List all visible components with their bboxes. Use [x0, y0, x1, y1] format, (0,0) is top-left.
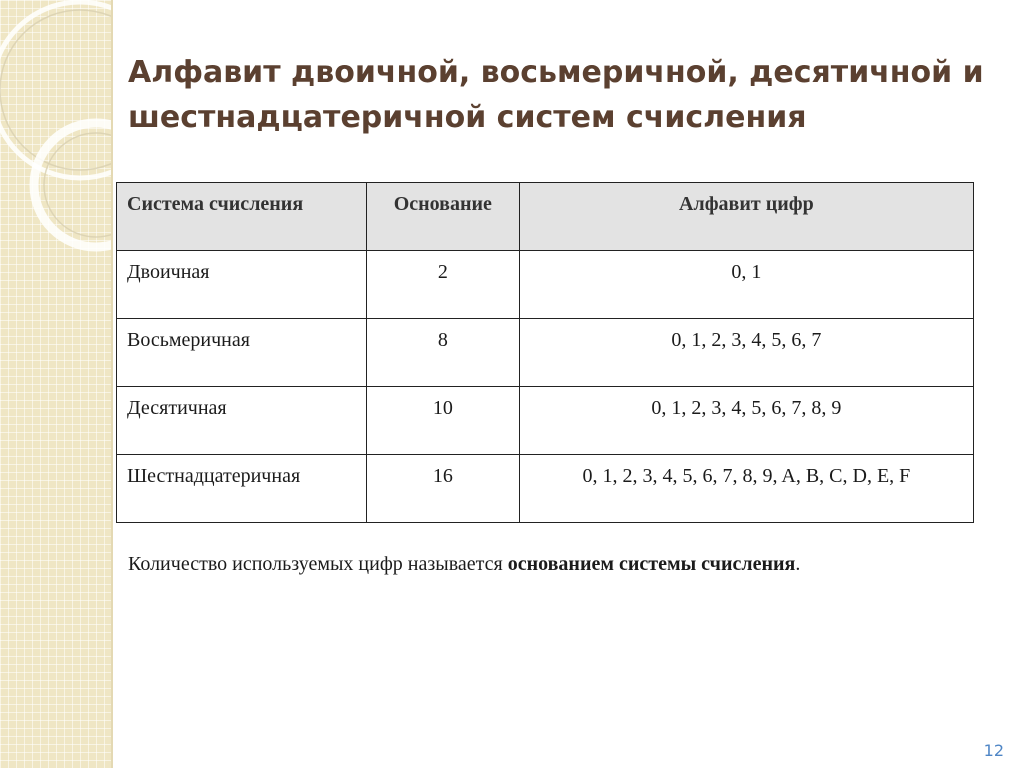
- note-text-before: Количество используемых цифр называется: [128, 553, 508, 575]
- column-header-system: Система счисления: [117, 183, 367, 251]
- cell-alphabet: 0, 1, 2, 3, 4, 5, 6, 7, 8, 9, A, B, C, D, E, F: [519, 455, 973, 523]
- cell-base: 8: [366, 319, 519, 387]
- table-row: [117, 319, 974, 387]
- column-header-base: Основание: [366, 183, 519, 251]
- cell-alphabet: 0, 1, 2, 3, 4, 5, 6, 7, 8, 9: [519, 387, 973, 455]
- page-number: 12: [983, 741, 1004, 760]
- number-systems-table: [116, 182, 974, 523]
- note-text-after: .: [795, 553, 801, 575]
- cell-system-name: Десятичная: [117, 387, 367, 455]
- definition-note: [128, 546, 953, 582]
- slide-title-line-1: Алфавит двоичной, восьмеричной, десятичной и: [128, 55, 984, 90]
- cell-base: 16: [366, 455, 519, 523]
- table-row: [117, 387, 974, 455]
- table-row: [117, 251, 974, 319]
- slide-title: [128, 50, 988, 140]
- slide-title-line-2: шестнадцатеричной систем счисления: [128, 100, 807, 135]
- cell-base: 10: [366, 387, 519, 455]
- cell-system-name: Восьмеричная: [117, 319, 367, 387]
- cell-system-name: Шестнадцатеричная: [117, 455, 367, 523]
- table-header-row: [117, 183, 974, 251]
- decorative-side-panel: [0, 0, 113, 768]
- cell-system-name: Двоичная: [117, 251, 367, 319]
- column-header-alphabet: Алфавит цифр: [519, 183, 973, 251]
- note-bold-term: основанием системы счисления: [507, 553, 796, 575]
- decorative-rings: [0, 0, 113, 768]
- cell-alphabet: 0, 1, 2, 3, 4, 5, 6, 7: [519, 319, 973, 387]
- cell-base: 2: [366, 251, 519, 319]
- table-row: [117, 455, 974, 523]
- cell-alphabet: 0, 1: [519, 251, 973, 319]
